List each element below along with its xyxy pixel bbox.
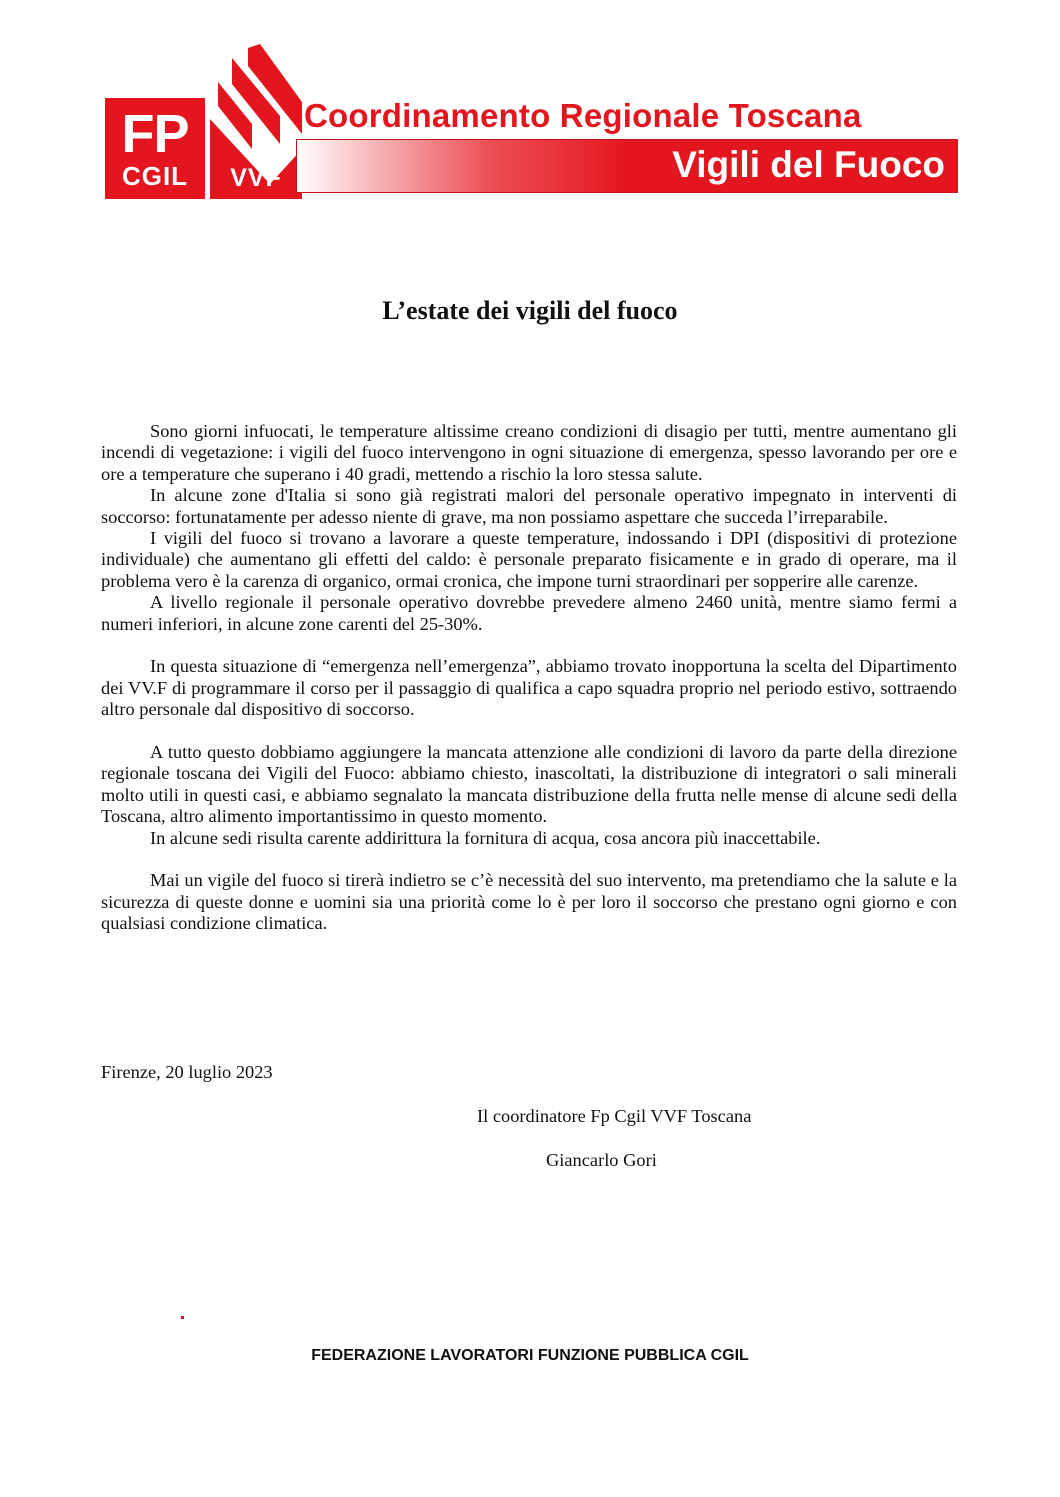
paragraph: In questa situazione di “emergenza nell’emergenza”, abbiamo trovato inopportuna la scelta del Dipartimento dei VV.F di programmare il corso per il passaggio di qualifica a capo squadra proprio nel periodo estivo, sottraendo altro personale dal dispositivo di soccorso. — [101, 656, 957, 720]
logo-vvf-text: VVF — [230, 164, 282, 192]
signer-role: Il coordinatore Fp Cgil VVF Toscana — [477, 1106, 752, 1126]
footer-federation: FEDERAZIONE LAVORATORI FUNZIONE PUBBLICA CGIL — [311, 1347, 749, 1364]
paragraph: I vigili del fuoco si trovano a lavorare a queste temperature, indossando i DPI (dispositivi di protezione individuale) che aumentano gli effetti del caldo: è personale preparato fisicamente e in grado di operare, ma il problema vero è la carenza di organico, ormai cronica, che impone turni straordinari per sopperire alle carenze. — [101, 528, 957, 591]
red-title-band — [296, 139, 958, 193]
red-dot-mark — [181, 1316, 184, 1319]
paragraph: A livello regionale il personale operativo dovrebbe prevedere almeno 2460 unità, mentre siamo fermi a numeri inferiori, in alcune zone carenti del 25-30%. — [101, 592, 957, 634]
logo-fp-text: FP — [121, 104, 189, 164]
coordination-title: Coordinamento Regionale Toscana — [304, 97, 862, 134]
paragraph: A tutto questo dobbiamo aggiungere la mancata attenzione alle condizioni di lavoro da parte della direzione regionale toscana dei Vigili del Fuoco: abbiamo chiesto, inascoltati, la distribuzione di integratori o sali minerali molto utili in questi casi, e abbiamo segnalato la mancata distribuzione della frutta nelle mense di alcune sedi della Toscana, altro alimento importantissimo in questo momento. — [101, 742, 957, 827]
document-title: L’estate dei vigili del fuoco — [382, 296, 678, 325]
fp-cgil-logo — [105, 98, 205, 199]
place-date: Firenze, 20 luglio 2023 — [101, 1062, 273, 1082]
paragraph: In alcune sedi risulta carente addirittura la fornitura di acqua, cosa ancora più inaccettabile. — [150, 827, 821, 848]
vvf-logo — [210, 44, 302, 199]
logo-cgil-text: CGIL — [121, 161, 189, 191]
vigili-del-fuoco-title: Vigili del Fuoco — [672, 144, 945, 185]
letterhead — [0, 0, 1060, 230]
paragraph: Mai un vigile del fuoco si tirerà indietro se c’è necessità del suo intervento, ma pretendiamo che la salute e la sicurezza di queste donne e uomini sia una priorità come lo è per loro il soccorso che prestano ogni giorno e con qualsiasi condizione climatica. — [101, 870, 957, 934]
paragraph: Sono giorni infuocati, le temperature altissime creano condizioni di disagio per tutti, mentre aumentano gli incendi di vegetazione: i vigili del fuoco intervengono in ogni situazione di emergenza, spesso lavorando per ore e ore a temperature che superano i 40 gradi, mettendo a rischio la loro stessa salute. — [101, 421, 957, 484]
paragraph: In alcune zone d'Italia si sono già registrati malori del personale operativo impegnato in interventi di soccorso: fortunatamente per adesso niente di grave, ma non possiamo aspettare che succeda l’irreparabile. — [101, 485, 957, 527]
letter-body — [101, 421, 957, 935]
signer-name: Giancarlo Gori — [546, 1150, 657, 1170]
